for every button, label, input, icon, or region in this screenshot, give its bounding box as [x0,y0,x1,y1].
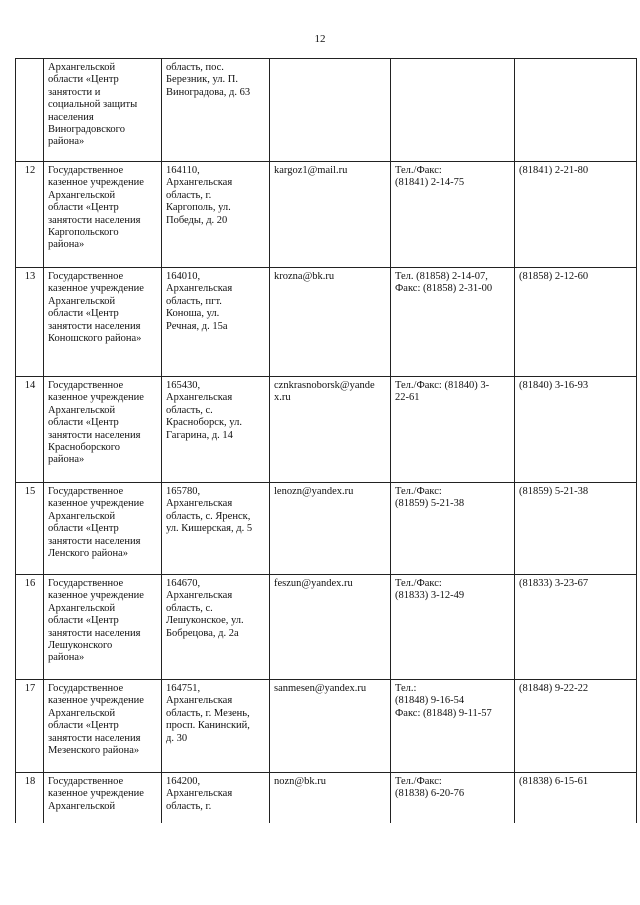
director-phone: (81859) 5-21-38 [515,483,637,575]
institution-name: Государственное казенное учреждение Архангельской области «Центр занятости населения Каргопольского района» [44,162,162,268]
phone-fax: Тел./Факс: (81841) 2-14-75 [391,162,515,268]
director-phone: (81858) 2-12-60 [515,268,637,377]
institution-name: Архангельской области «Центр занятости и социальной защиты населения Виноградовского района» [44,59,162,162]
director-phone [515,59,637,162]
email-address: lenozn@yandex.ru [270,483,391,575]
table-row [16,162,637,268]
director-phone: (81838) 6-15-61 [515,773,637,823]
phone-fax: Тел.: (81848) 9-16-54 Факс: (81848) 9-11-57 [391,680,515,773]
employment-centers-table [15,58,637,823]
row-number: 16 [16,575,44,680]
table-row [16,680,637,773]
table-row [16,268,637,377]
institution-name: Государственное казенное учреждение Архангельской области «Центр занятости населения Лешуконского района» [44,575,162,680]
email-address: nozn@bk.ru [270,773,391,823]
phone-fax: Тел./Факс: (81838) 6-20-76 [391,773,515,823]
postal-address: 164010, Архангельская область, пгт. Коноша, ул. Речная, д. 15а [162,268,270,377]
row-number: 14 [16,377,44,483]
table-row [16,483,637,575]
phone-fax: Тел. (81858) 2-14-07, Факс: (81858) 2-31-00 [391,268,515,377]
director-phone: (81840) 3-16-93 [515,377,637,483]
phone-fax: Тел./Факс: (81859) 5-21-38 [391,483,515,575]
email-address: kargoz1@mail.ru [270,162,391,268]
table-row [16,773,637,823]
postal-address: 165430, Архангельская область, с. Красноборск, ул. Гагарина, д. 14 [162,377,270,483]
row-number: 12 [16,162,44,268]
director-phone: (81833) 3-23-67 [515,575,637,680]
institution-name: Государственное казенное учреждение Архангельской области «Центр занятости населения Коношского района» [44,268,162,377]
director-phone: (81841) 2-21-80 [515,162,637,268]
row-number: 17 [16,680,44,773]
page-number: 12 [314,33,326,45]
email-address: krozna@bk.ru [270,268,391,377]
phone-fax: Тел./Факс: (81840) 3- 22-61 [391,377,515,483]
row-number: 15 [16,483,44,575]
email-address: cznkrasnoborsk@yande x.ru [270,377,391,483]
director-phone: (81848) 9-22-22 [515,680,637,773]
row-number: 13 [16,268,44,377]
phone-fax [391,59,515,162]
postal-address: 164200, Архангельская область, г. [162,773,270,823]
institution-name: Государственное казенное учреждение Архангельской области «Центр занятости населения Мезенского района» [44,680,162,773]
table-row [16,575,637,680]
institution-name: Государственное казенное учреждение Архангельской [44,773,162,823]
institution-name: Государственное казенное учреждение Архангельской области «Центр занятости населения Ленского района» [44,483,162,575]
table-row [16,377,637,483]
postal-address: 165780, Архангельская область, с. Яренск, ул. Кишерская, д. 5 [162,483,270,575]
postal-address: область, пос. Березник, ул. П. Виноградова, д. 63 [162,59,270,162]
institution-name: Государственное казенное учреждение Архангельской области «Центр занятости населения Красноборского района» [44,377,162,483]
email-address: feszun@yandex.ru [270,575,391,680]
row-number: 18 [16,773,44,823]
phone-fax: Тел./Факс: (81833) 3-12-49 [391,575,515,680]
table-row [16,59,637,162]
postal-address: 164110, Архангельская область, г. Каргополь, ул. Победы, д. 20 [162,162,270,268]
row-number [16,59,44,162]
email-address: sanmesen@yandex.ru [270,680,391,773]
email-address [270,59,391,162]
postal-address: 164751, Архангельская область, г. Мезень, просп. Канинский, д. 30 [162,680,270,773]
postal-address: 164670, Архангельская область, с. Лешуконское, ул. Бобрецова, д. 2а [162,575,270,680]
